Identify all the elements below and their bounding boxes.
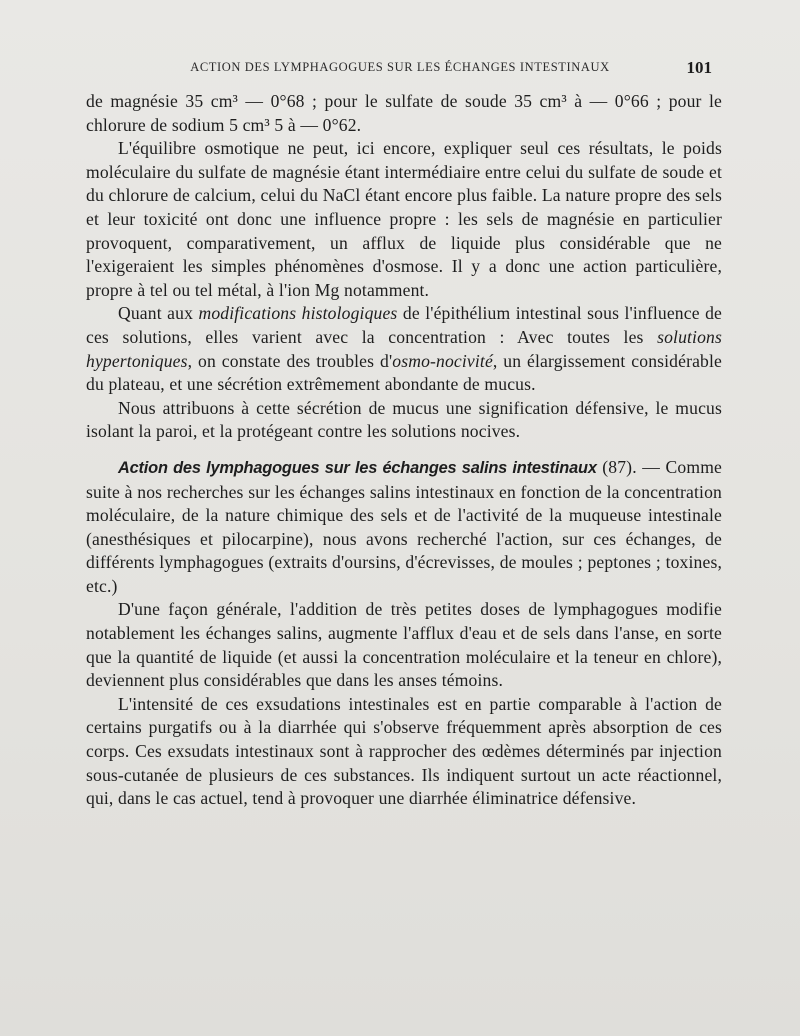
text-segment: , on constate des troubles d' — [187, 350, 393, 371]
paragraph-general-effect — [86, 598, 722, 692]
page-number: 101 — [686, 58, 712, 77]
section-heading: Action des lymphagogues sur les échanges salins intestinaux — [118, 458, 597, 477]
text-segment: de l'épithélium intestinal sous l'influence de ces solutions, elles varient avec la concentration : Avec toutes les — [86, 303, 722, 347]
text-segment: D'une façon générale, l'addition de très petites doses de lymphagogues modifie notablement les échanges salins, augmente l'afflux d'eau et de sels dans l'anse, en sorte que la quantité de liquide (et aussi la concentration moléculaire et la teneur en chlore), deviennent plus considérables que dans les anses témoins. — [86, 599, 722, 691]
italic-term: solutions hypertoniques — [86, 326, 722, 371]
text-segment: (87). — Comme suite à nos recherches sur les échanges salins intestinaux en fonction de la concentration moléculaire, de la nature chimique des sels et de l'activité de la muqueuse intestinale (anesthésiques et pilocarpine), nous avons recherché l'action, sur ces échanges, de différents lymphagogues (extraits d'oursins, d'écrevisses, de moules ; peptones ; toxines, etc.) — [86, 456, 723, 596]
text-segment: L'équilibre osmotique ne peut, ici encore, expliquer seul ces résultats, le poids moléculaire du sulfate de magnésie étant intermédiaire entre celui du sulfate de soude et du chlorure de calcium, celui du NaCl étant encore plus faible. La nature propre des sels et leur toxicité ont donc une influence propre : les sels de magnésie en particulier provoquent, comparativement, un afflux de liquide plus considérable que ne l'exigeraient les simples phénomènes d'osmose. Il y a donc une action particulière, propre à tel ou tel métal, à l'ion Mg notamment. — [86, 138, 722, 300]
text-segment: de magnésie 35 cm³ — 0°68 ; pour le sulfate de soude 35 cm³ à — 0°66 ; pour le chlorure de sodium 5 cm³ 5 à — 0°62. — [86, 91, 722, 135]
paragraph-histological-changes — [86, 302, 722, 396]
text-segment: Nous attribuons à cette sécrétion de mucus une signification défensive, le mucus isolant la paroi, et la protégeant contre les solutions nocives. — [86, 397, 722, 442]
running-header — [0, 58, 800, 78]
italic-term: modifications histologiques — [198, 303, 398, 324]
paragraph-osmotic-equilibrium — [86, 137, 722, 302]
paragraph-exsudations — [86, 693, 722, 811]
body-text — [86, 90, 722, 811]
running-title: ACTION DES LYMPHAGOGUES SUR LES ÉCHANGES INTESTINAUX — [190, 60, 610, 74]
italic-term: osmo-nocivité — [392, 350, 493, 371]
paragraph-continuation — [86, 90, 722, 137]
text-segment: L'intensité de ces exsudations intestinales est en partie comparable à l'action de certains purgatifs ou à la diarrhée qui s'observe fréquemment après absorption de ces corps. Ces exsudats intestinaux sont à rapprocher des œdèmes déterminés par injection sous-cutanée de plusieurs de ces substances. Ils indiquent surtout un acte réactionnel, qui, dans le cas actuel, tend à provoquer une diarrhée éliminatrice défensive. — [86, 693, 722, 809]
paragraph-lymphagogues-section — [86, 456, 722, 599]
text-segment: , un élargissement considérable du plateau, et une sécrétion extrêmement abondante de mucus. — [86, 350, 722, 395]
text-segment: Quant aux — [118, 303, 199, 324]
paragraph-mucus-defense — [86, 397, 722, 444]
